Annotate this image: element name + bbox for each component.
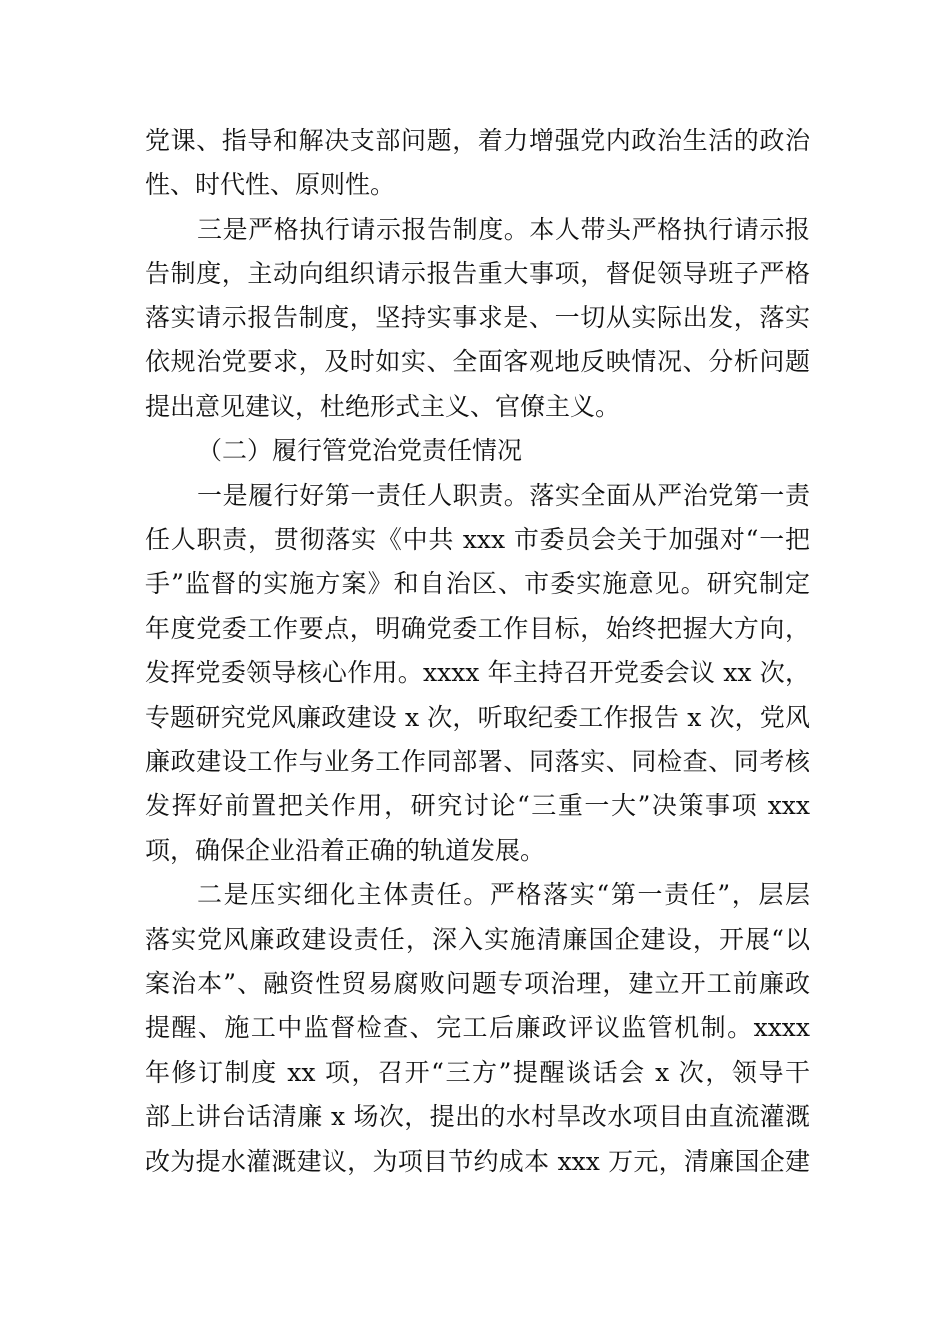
paragraph-4-line: 年修订制度 xx 项，召开“三方”提醒谈话会 x 次，领导干 bbox=[145, 1058, 810, 1087]
paragraph-2-line: 提出意见建议，杜绝形式主义、官僚主义。 bbox=[145, 392, 621, 421]
paragraph-3-line: 任人职责，贯彻落实《中共 xxx 市委员会关于加强对“一把 bbox=[145, 525, 810, 554]
section-heading: （二）履行管党治党责任情况 bbox=[197, 436, 523, 465]
paragraph-4-line: 提醒、施工中监督检查、完工后廉政评议监管机制。xxxx bbox=[145, 1013, 810, 1042]
paragraph-3-line: 年度党委工作要点，明确党委工作目标，始终把握大方向， bbox=[145, 614, 810, 643]
paragraph-3-line: 廉政建设工作与业务工作同部署、同落实、同检查、同考核 bbox=[145, 747, 810, 776]
paragraph-2-line: 依规治党要求，及时如实、全面客观地反映情况、分析问题 bbox=[145, 347, 810, 376]
paragraph-2-line: 落实请示报告制度，坚持实事求是、一切从实际出发，落实 bbox=[145, 303, 810, 332]
paragraph-2-line: 告制度，主动向组织请示报告重大事项，督促领导班子严格 bbox=[145, 259, 810, 288]
paragraph-3-line: 一是履行好第一责任人职责。落实全面从严治党第一责 bbox=[197, 481, 810, 510]
paragraph-1-line: 党课、指导和解决支部问题，着力增强党内政治生活的政治 bbox=[145, 126, 810, 155]
paragraph-4-line: 落实党风廉政建设责任，深入实施清廉国企建设，开展“以 bbox=[145, 925, 810, 954]
paragraph-4-line: 二是压实细化主体责任。严格落实“第一责任”，层层 bbox=[197, 880, 810, 909]
paragraph-3-line: 发挥好前置把关作用，研究讨论“三重一大”决策事项 xxx bbox=[145, 791, 810, 820]
paragraph-3-line: 专题研究党风廉政建设 x 次，听取纪委工作报告 x 次，党风 bbox=[145, 703, 810, 732]
paragraph-1-line: 性、时代性、原则性。 bbox=[145, 170, 396, 199]
paragraph-3-line: 手”监督的实施方案》和自治区、市委实施意见。研究制定 bbox=[145, 569, 810, 598]
paragraph-2-line: 三是严格执行请示报告制度。本人带头严格执行请示报 bbox=[197, 215, 810, 244]
paragraph-3-line: 发挥党委领导核心作用。xxxx 年主持召开党委会议 xx 次， bbox=[145, 658, 810, 687]
paragraph-4-line: 改为提水灌溉建议，为项目节约成本 xxx 万元，清廉国企建 bbox=[145, 1147, 810, 1176]
paragraph-4-line: 案治本”、融资性贸易腐败问题专项治理，建立开工前廉政 bbox=[145, 969, 810, 998]
paragraph-3-line: 项，确保企业沿着正确的轨道发展。 bbox=[145, 836, 546, 865]
paragraph-4-line: 部上讲台话清廉 x 场次，提出的水村旱改水项目由直流灌溉 bbox=[145, 1102, 810, 1131]
